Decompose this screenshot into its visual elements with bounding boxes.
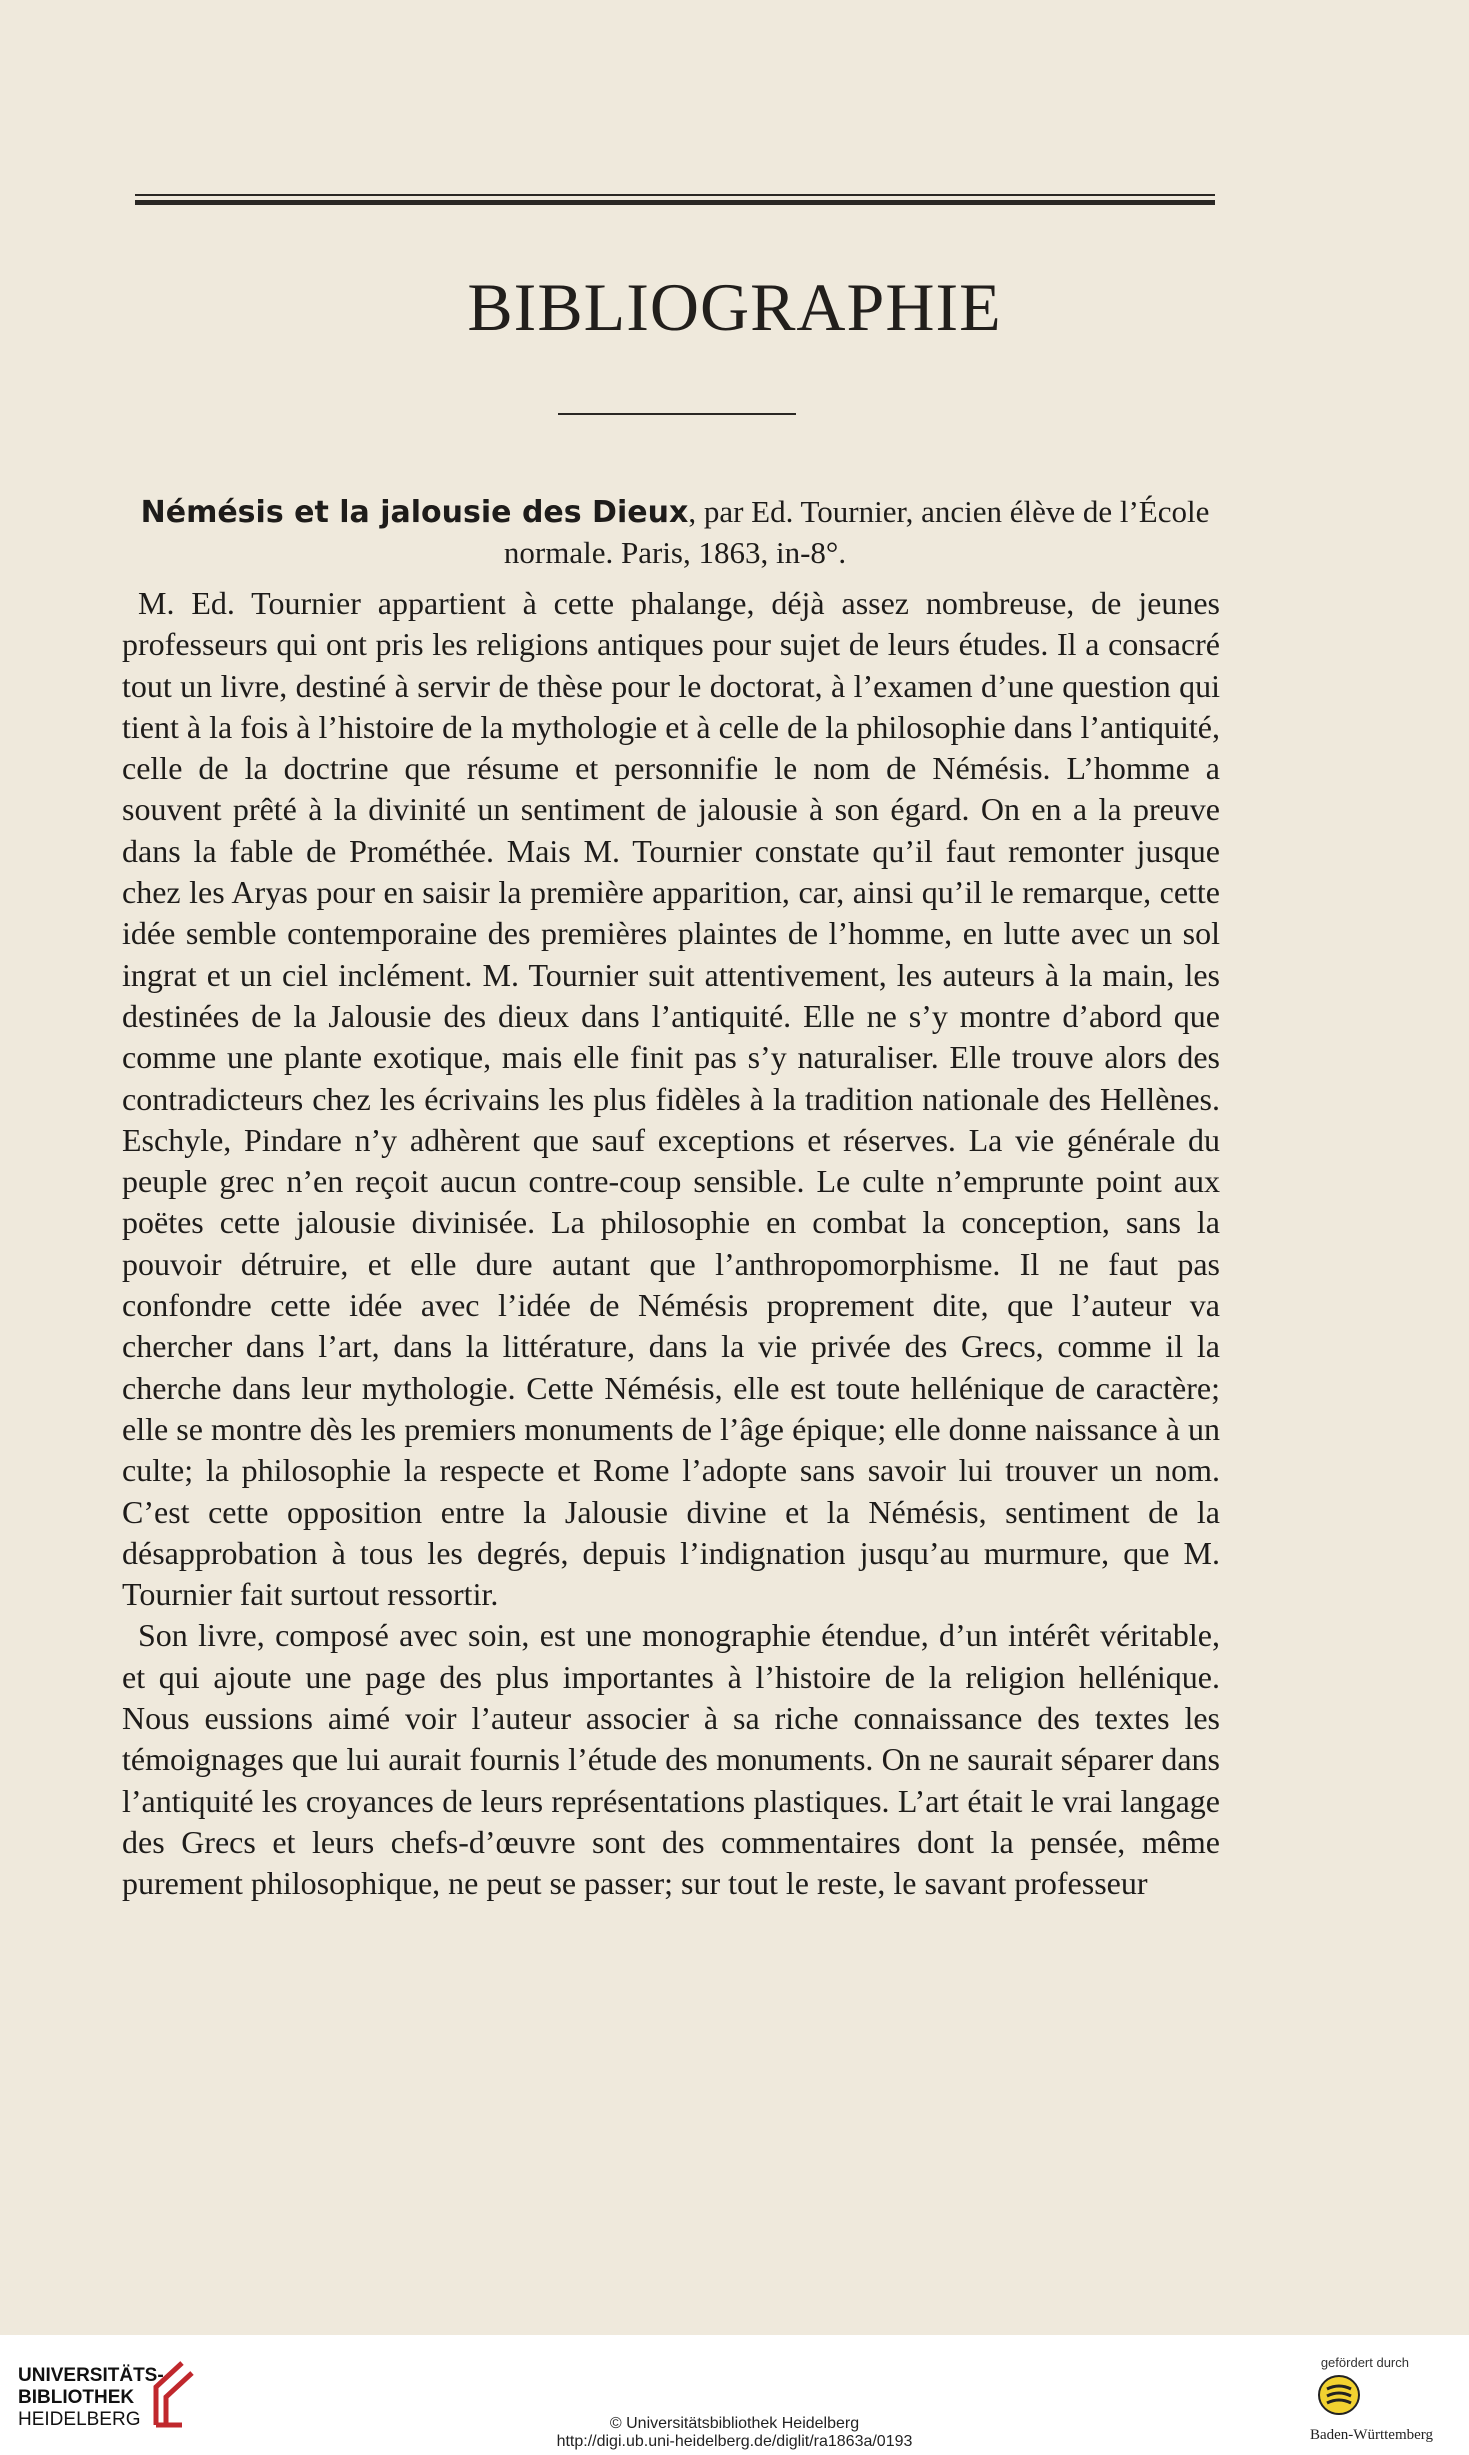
paragraph-2: Son livre, composé avec soin, est une monographie étendue, d’un intérêt véritable, et qui ajoute une page des plus importantes à l’histoire de la religion hellénique. Nous eussions aimé voir l’auteur associer à sa riche connaissance des textes les témoignages que lui aurait fournis l’étude des monuments. On ne saurait séparer dans l’antiquité les croyances de leurs représentations plastiques. L’art était le vrai langage des Grecs et leurs chefs-d’œuvre sont des commentaires dont la pensée, même purement philosophique, ne peut se passer; sur tout le reste, le savant professeur <box>122 1617 1220 1902</box>
source-url[interactable]: http://digi.ub.uni-heidelberg.de/diglit/ra1863a/0193 <box>556 2433 913 2450</box>
book-details: , par Ed. Tournier, ancien élève de l’École normale. Paris, 1863, in-8°. <box>503 494 1210 570</box>
title-divider <box>558 413 796 415</box>
digitization-footer <box>0 2335 1469 2455</box>
review-body <box>122 583 1220 1905</box>
page-title: BIBLIOGRAPHIE <box>467 269 1002 345</box>
review-heading <box>125 492 1225 573</box>
book-title: Némésis et la jalousie des Dieux <box>140 495 689 530</box>
header-double-rule <box>135 194 1215 205</box>
library-name: UNIVERSITÄTS- BIBLIOTHEK HEIDELBERG <box>18 2365 164 2430</box>
sponsor-label: gefördert durch <box>1320 2355 1409 2370</box>
paragraph-1: M. Ed. Tournier appartient à cette phalange, déjà assez nombreuse, de jeunes professeurs qui ont pris les religions antiques pour sujet de leurs études. Il a consacré tout un livre, destiné à servir de thèse pour le doctorat, à l’examen d’une question qui tient à la fois à l’histoire de la mythologie et à celle de la philosophie dans l’antiquité, celle de la doctrine que résume et personnifie le nom de Némésis. L’homme a souvent prêté à la divinité un sentiment de jalousie à son égard. On en a la preuve dans la fable de Prométhée. Mais M. Tournier constate qu’il faut remonter jusque chez les Aryas pour en saisir la première apparition, car, ainsi qu’il le remarque, cette idée semble contemporaine des premières plaintes de l’homme, en lutte avec un sol ingrat et un ciel inclément. M. Tournier suit attentivement, les auteurs à la main, les destinées de la Jalousie des dieux dans l’antiquité. Elle ne s’y montre d’abord que comme une plante exotique, mais elle finit pas s’y naturaliser. Elle trouve alors des contradicteurs chez les écrivains les plus fidèles à la tradition nationale des Hellènes. Eschyle, Pindare n’y adhèrent que sauf exceptions et réserves. La vie générale du peuple grec n’en reçoit aucun contre-coup sensible. Le culte n’emprunte point aux poëtes cette jalousie divinisée. La philosophie en combat la conception, sans la pouvoir détruire, et elle dure autant que l’anthropomorphisme. Il ne faut pas confondre cette idée avec l’idée de Némésis proprement dite, que l’auteur va chercher dans l’art, dans la littérature, dans la vie privée des Grecs, comme il la cherche dans leur mythologie. Cette Némésis, elle est toute hellénique de caractère; elle se montre dès les premiers monuments de l’âge épique; elle donne naissance à un culte; la philosophie la respecte et Rome l’adopte sans savoir lui trouver un nom. C’est cette opposition entre la Jalousie divine et la Némésis, sentiment de la désapprobation à tous les degrés, depuis l’indignation jusqu’au murmure, que M. Tournier fait surtout ressortir. <box>122 585 1220 1613</box>
sponsor-name: Baden-Württemberg <box>1309 2427 1433 2443</box>
copyright-notice: © Universitätsbibliothek Heidelberg http://digi.ub.uni-heidelberg.de/diglit/ra1863a/0193 <box>0 2415 1469 2451</box>
coat-of-arms-icon <box>1317 2373 1361 2417</box>
